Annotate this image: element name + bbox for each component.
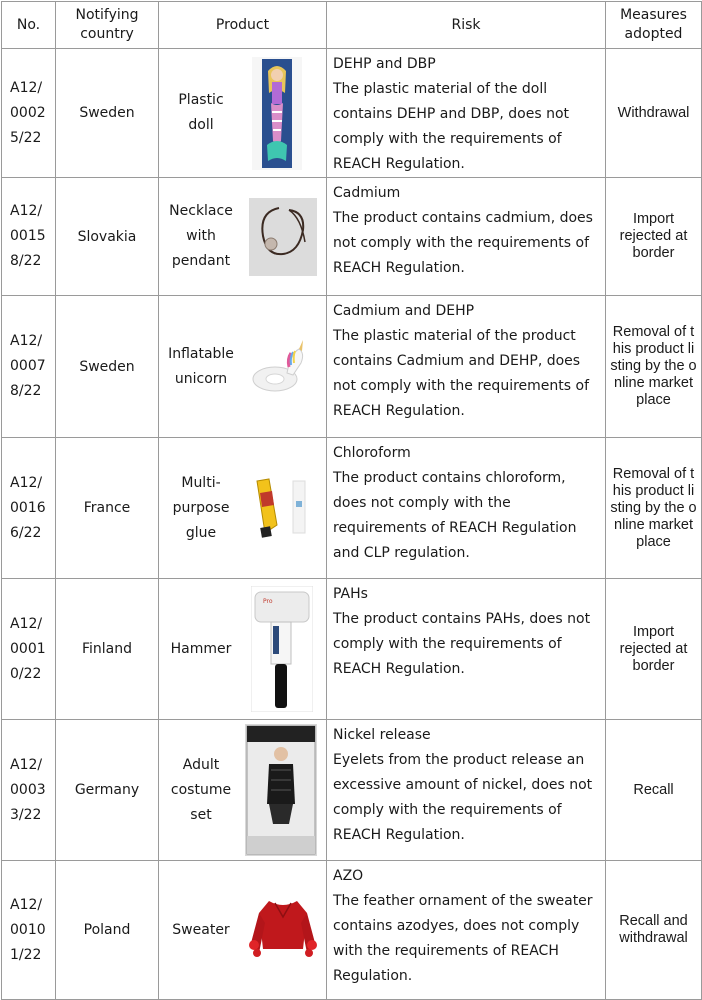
table-row bbox=[2, 720, 702, 861]
header-risk: Risk bbox=[327, 2, 606, 49]
header-row bbox=[2, 2, 702, 49]
risk-cell bbox=[327, 438, 606, 579]
measures-adopted: Import rejected at border bbox=[606, 178, 702, 296]
header-country: Notifying country bbox=[56, 2, 159, 49]
product-name: Necklace with pendant bbox=[169, 203, 233, 269]
risk-description: Eyelets from the product release an excessive amount of nickel, does not comply with the requirements of REACH Regulation. bbox=[333, 752, 593, 843]
risk-description: The plastic material of the product contains Cadmium and DEHP, does not comply with the requirements of REACH Regulation. bbox=[333, 328, 589, 419]
product-cell bbox=[159, 296, 327, 438]
notifying-country: Slovakia bbox=[56, 178, 159, 296]
table-row bbox=[2, 861, 702, 1000]
notification-number: A12/ 0010 1/22 bbox=[2, 861, 56, 1000]
measures-adopted: Import rejected at border bbox=[606, 579, 702, 720]
risk-title: Cadmium bbox=[333, 185, 401, 201]
table-row bbox=[2, 438, 702, 579]
risk-cell bbox=[327, 579, 606, 720]
notifying-country: Finland bbox=[56, 579, 159, 720]
table-row bbox=[2, 178, 702, 296]
product-name: Plastic doll bbox=[178, 92, 224, 133]
risk-description: The plastic material of the doll contains DEHP and DBP, does not comply with the requirements of REACH Regulation. bbox=[333, 81, 570, 172]
header-measures: Measures adopted bbox=[606, 2, 702, 49]
product-cell bbox=[159, 49, 327, 178]
product-cell bbox=[159, 438, 327, 579]
product-name: Inflatable unicorn bbox=[168, 345, 234, 387]
risk-cell bbox=[327, 296, 606, 438]
risk-title: PAHs bbox=[333, 586, 368, 602]
product-name: Multi- purpose glue bbox=[172, 474, 230, 541]
measures-adopted: Withdrawal bbox=[606, 49, 702, 178]
notifying-country: Poland bbox=[56, 861, 159, 1000]
product-name: Hammer bbox=[170, 640, 232, 657]
notification-number: A12/ 0015 8/22 bbox=[2, 178, 56, 296]
necklace-image bbox=[249, 198, 317, 276]
risk-cell bbox=[327, 861, 606, 1000]
mermaid-doll-image bbox=[252, 57, 302, 170]
unicorn-float-image bbox=[247, 339, 311, 395]
header-no: No. bbox=[2, 2, 56, 49]
sweater-image bbox=[249, 893, 317, 967]
glue-tube-image bbox=[247, 475, 307, 541]
product-cell bbox=[159, 861, 327, 1000]
product-cell bbox=[159, 720, 327, 861]
measures-adopted: Recall and withdrawal bbox=[606, 861, 702, 1000]
table-row bbox=[2, 579, 702, 720]
risk-cell bbox=[327, 49, 606, 178]
risk-description: The product contains cadmium, does not comply with the requirements of REACH Regulation. bbox=[333, 210, 593, 276]
table-row bbox=[2, 296, 702, 438]
product-cell bbox=[159, 178, 327, 296]
product-name: Sweater bbox=[172, 921, 230, 938]
header-product: Product bbox=[159, 2, 327, 49]
measures-adopted: Removal of this product listing by the online marketplace bbox=[606, 438, 702, 579]
measures-adopted: Recall bbox=[606, 720, 702, 861]
hammer-image bbox=[251, 586, 313, 712]
risk-description: The product contains PAHs, does not comply with the requirements of REACH Regulation. bbox=[333, 611, 591, 677]
notification-number: A12/ 0002 5/22 bbox=[2, 49, 56, 178]
risk-cell bbox=[327, 720, 606, 861]
risk-description: The product contains chloroform, does not comply with the requirements of REACH Regulation and CLP regulation. bbox=[333, 470, 577, 561]
risk-title: Cadmium and DEHP bbox=[333, 303, 475, 319]
risk-title: Chloroform bbox=[333, 445, 411, 461]
notifications-table bbox=[1, 1, 702, 1000]
costume-box-image bbox=[245, 724, 317, 856]
risk-description: The feather ornament of the sweater contains azodyes, does not comply with the requirements of REACH Regulation. bbox=[333, 893, 593, 984]
notification-number: A12/ 0003 3/22 bbox=[2, 720, 56, 861]
notification-number: A12/ 0007 8/22 bbox=[2, 296, 56, 438]
notification-number: A12/ 0001 0/22 bbox=[2, 579, 56, 720]
risk-title: AZO bbox=[333, 868, 364, 884]
product-cell bbox=[159, 579, 327, 720]
svg-text:Pro: Pro bbox=[263, 598, 273, 605]
product-name: Adult costume set bbox=[170, 756, 232, 823]
notifying-country: Germany bbox=[56, 720, 159, 861]
notifying-country: France bbox=[56, 438, 159, 579]
risk-title: Nickel release bbox=[333, 727, 431, 743]
notifying-country: Sweden bbox=[56, 49, 159, 178]
notification-number: A12/ 0016 6/22 bbox=[2, 438, 56, 579]
table-row bbox=[2, 49, 702, 178]
risk-title: DEHP and DBP bbox=[333, 56, 436, 72]
notifying-country: Sweden bbox=[56, 296, 159, 438]
measures-adopted: Removal of this product listing by the online marketplace bbox=[606, 296, 702, 438]
risk-cell bbox=[327, 178, 606, 296]
